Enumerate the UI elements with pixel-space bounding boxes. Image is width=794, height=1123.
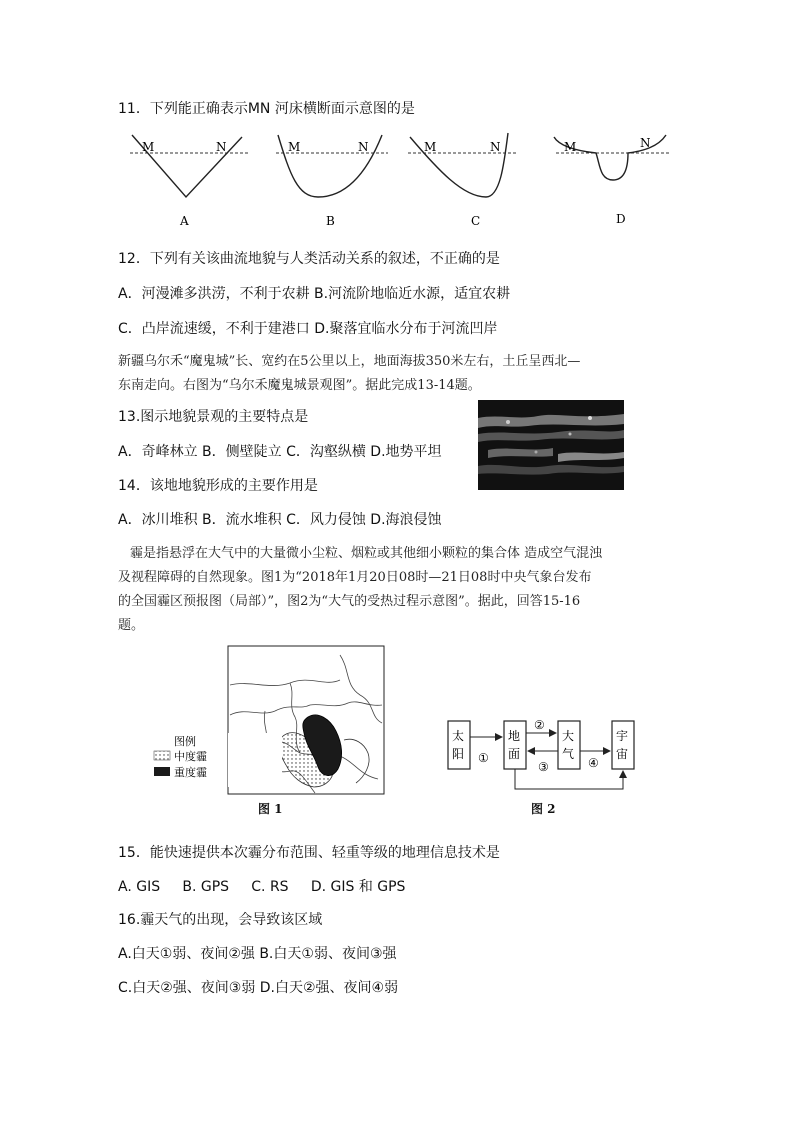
diagram-a-n: N (216, 140, 227, 154)
q15-stem: 15．能快速提供本次霾分布范围、轻重等级的地理信息技术是 (118, 845, 500, 861)
sun-char2: 阳 (452, 747, 465, 761)
q12-options-line2: C．凸岸流速缓，不利于建港口 D.聚落宜临水分布于河流凹岸 (118, 321, 498, 337)
arrow-2-label: ② (534, 718, 545, 732)
diagram-c-n: N (490, 140, 501, 154)
q11-stem: 11．下列能正确表示MN 河床横断面示意图的是 (118, 101, 415, 117)
legend-title: 图例 (174, 735, 196, 748)
arrow-3-label: ③ (538, 760, 549, 774)
diagram-b-n: N (358, 140, 369, 154)
space-char1: 宇 (616, 729, 629, 743)
passage-2-line4: 题。 (118, 618, 145, 633)
haze-forecast-map (150, 645, 385, 795)
legend-heavy-swatch (154, 767, 170, 776)
atmosphere-char1: 大 (562, 729, 575, 743)
q13-stem: 13.图示地貌景观的主要特点是 (118, 409, 309, 425)
diagram-c-label: C (471, 214, 481, 228)
diagram-b-m: M (288, 140, 301, 154)
diagram-d (554, 135, 670, 226)
legend-heavy-label: 重度霾 (174, 766, 207, 779)
fig1-caption: 图 1 (258, 802, 283, 816)
q16-options-line1: A.白天①弱、夜间②强 B.白天①弱、夜间③强 (118, 946, 397, 962)
legend-moderate-swatch (154, 751, 170, 760)
diagram-b (276, 135, 388, 228)
q12-stem: 12．下列有关该曲流地貌与人类活动关系的叙述，不正确的是 (118, 251, 500, 267)
q11-riverbed-diagrams (118, 125, 698, 235)
diagram-d-label: D (616, 212, 626, 226)
fig2-caption: 图 2 (531, 802, 556, 816)
q14-stem: 14．该地地貌形成的主要作用是 (118, 478, 318, 494)
diagram-c-m: M (424, 140, 437, 154)
q12-options-line1: A．河漫滩多洪涝，不利于农耕 B.河流阶地临近水源，适宜农耕 (118, 286, 511, 302)
diagram-a-label: A (180, 214, 189, 228)
passage-2-line3: 的全国霾区预报图（局部）”，图2为“大气的受热过程示意图”。据此，回答15-16 (118, 594, 581, 609)
atmosphere-char2: 气 (562, 747, 575, 761)
sun-char1: 太 (452, 729, 465, 743)
legend-moderate-label: 中度霾 (174, 750, 207, 763)
space-char2: 宙 (616, 747, 629, 761)
arrow-1-label: ① (478, 751, 489, 765)
q14-options: A．冰川堆积 B．流水堆积 C．风力侵蚀 D.海浪侵蚀 (118, 512, 442, 528)
ground-char1: 地 (508, 729, 521, 743)
passage-2-line2: 及视程障碍的自然现象。图1为“2018年1月20日08时—21日08时中央气象台发布 (118, 570, 592, 585)
diagram-d-n: N (640, 136, 651, 150)
diagram-d-m: M (564, 140, 577, 154)
q15-options: A. GIS B. GPS C. RS D. GIS 和 GPS (118, 879, 406, 895)
passage-1 (118, 350, 678, 398)
passage-2 (118, 542, 678, 638)
q13-options: A．奇峰林立 B．侧壁陡立 C．沟壑纵横 D.地势平坦 (118, 444, 442, 460)
diagram-c (408, 133, 518, 228)
q16-options-line2: C.白天②强、夜间③弱 D.白天②强、夜间④弱 (118, 980, 399, 996)
q16-stem: 16.霾天气的出现，会导致该区域 (118, 912, 323, 928)
passage-1-line1: 新疆乌尔禾“魔鬼城”长、宽约在5公里以上，地面海拔350米左右，土丘呈西北— (118, 354, 581, 369)
diagram-a-m: M (142, 140, 155, 154)
diagram-a (130, 135, 248, 228)
passage-2-line1: 霾是指悬浮在大气中的大量微小尘粒、烟粒或其他细小颗粒的集合体 造成空气混浊 (130, 546, 603, 561)
ghost-city-landscape-photo (478, 400, 624, 490)
ground-char2: 面 (508, 747, 521, 761)
diagram-b-label: B (326, 214, 335, 228)
atmosphere-heating-diagram (442, 715, 652, 797)
passage-1-line2: 东南走向。右图为“乌尔禾魔鬼城景观图”。据此完成13-14题。 (118, 378, 481, 393)
arrow-4-label: ④ (588, 756, 599, 770)
